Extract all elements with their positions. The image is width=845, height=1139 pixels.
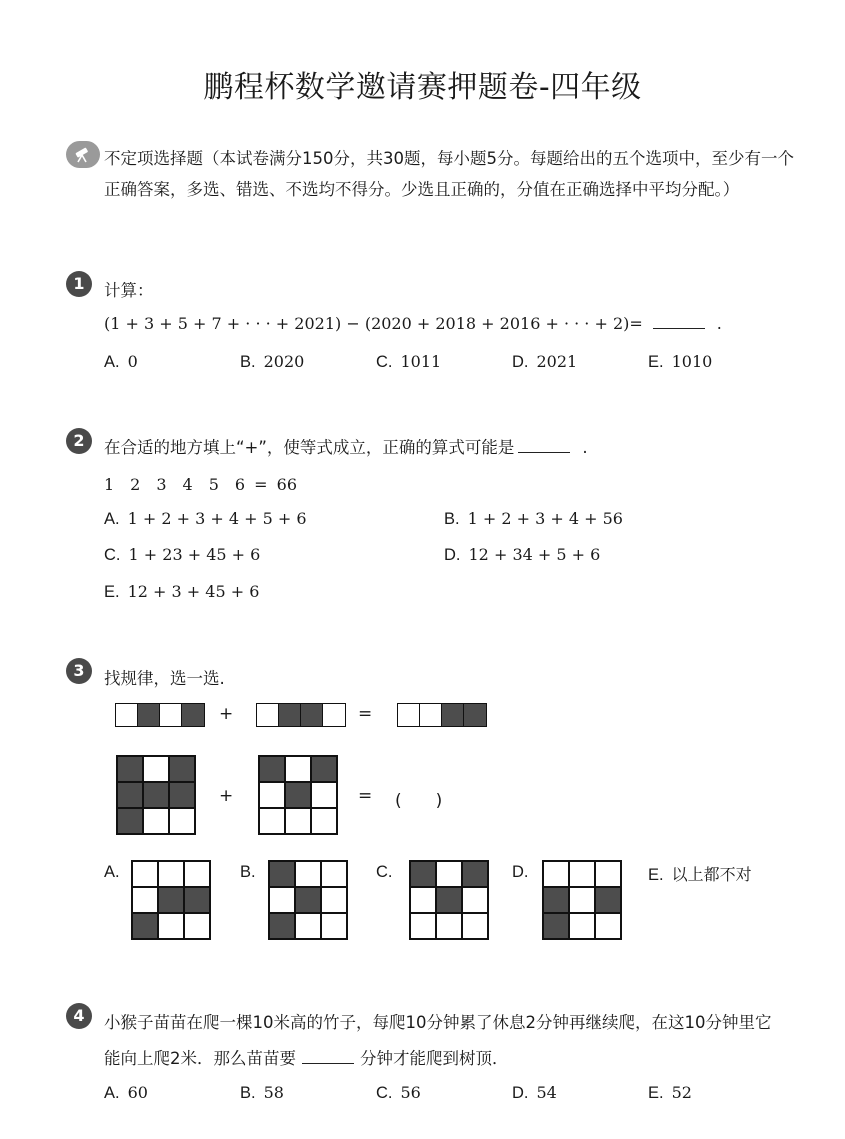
option-label: C. (376, 353, 393, 371)
option-label: E. (648, 353, 664, 371)
shaded-cell (269, 913, 295, 939)
q3-option-c[interactable] (376, 862, 401, 882)
option-value: 54 (536, 1083, 557, 1102)
empty-cell (184, 913, 210, 939)
q4-prompt-line1: 小猴子苗苗在爬一棵10米高的竹子，每爬10分钟累了休息2分钟再继续爬，在这10分钟里它 (104, 1013, 772, 1032)
q3-option-e[interactable] (648, 862, 752, 885)
empty-cell (158, 913, 184, 939)
shaded-cell (464, 704, 486, 726)
option-value: 1011 (400, 352, 442, 371)
q1-option-c[interactable] (376, 352, 441, 372)
empty-cell (321, 913, 347, 939)
empty-cell (285, 808, 311, 834)
q3-option-a-grid[interactable] (131, 860, 211, 940)
shaded-cell (285, 782, 311, 808)
empty-cell (269, 887, 295, 913)
q4-option-e[interactable] (648, 1083, 692, 1103)
empty-cell (436, 913, 462, 939)
option-value: 58 (263, 1083, 284, 1102)
plus-sign: + (219, 786, 234, 806)
option-value: 56 (400, 1083, 421, 1102)
option-label: B. (240, 1084, 256, 1102)
shaded-cell (169, 782, 195, 808)
option-value: 1010 (671, 352, 713, 371)
option-label: D. (512, 863, 529, 881)
option-label: C. (376, 1084, 393, 1102)
empty-cell (398, 704, 420, 726)
option-label: E. (648, 866, 664, 884)
q1-option-a[interactable] (104, 352, 138, 372)
empty-cell (323, 704, 345, 726)
option-value: 2020 (263, 352, 305, 371)
empty-cell (321, 861, 347, 887)
empty-cell (595, 913, 621, 939)
empty-cell (420, 704, 442, 726)
option-value: 52 (671, 1083, 692, 1102)
shaded-cell (158, 887, 184, 913)
option-value: 0 (127, 352, 138, 371)
option-label: D. (444, 546, 461, 564)
option-label: B. (240, 353, 256, 371)
q1-answer-blank[interactable] (653, 314, 705, 329)
empty-cell (259, 782, 285, 808)
q1-option-b[interactable] (240, 352, 304, 372)
q2-option-b[interactable] (444, 509, 623, 529)
empty-cell (410, 913, 436, 939)
answer-parentheses: ( ) (395, 791, 443, 811)
option-label: B. (240, 863, 256, 881)
q2-equation: 1 2 3 4 5 6 = 66 (104, 475, 298, 494)
empty-cell (158, 861, 184, 887)
question-number-3: 3 (66, 658, 92, 684)
q4-prompt-part2: 分钟才能爬到树顶． (360, 1049, 509, 1068)
option-label: A. (104, 353, 120, 371)
option-label: E. (648, 1084, 664, 1102)
empty-cell (143, 756, 169, 782)
empty-cell (321, 887, 347, 913)
empty-cell (436, 861, 462, 887)
empty-cell (169, 808, 195, 834)
option-value: 60 (127, 1083, 148, 1102)
empty-cell (569, 913, 595, 939)
q2-option-a[interactable] (104, 509, 307, 529)
shaded-cell (117, 756, 143, 782)
option-label: E. (104, 583, 120, 601)
q2-option-d[interactable] (444, 545, 600, 565)
shaded-cell (117, 782, 143, 808)
option-label: C. (104, 546, 121, 564)
page-title: 鹏程杯数学邀请赛押题卷-四年级 (203, 70, 642, 105)
question-number-2: 2 (66, 428, 92, 454)
q4-option-a[interactable] (104, 1083, 148, 1103)
shaded-cell (182, 704, 204, 726)
shaded-cell (301, 704, 323, 726)
empty-cell (132, 887, 158, 913)
q1-option-e[interactable] (648, 352, 712, 372)
option-value: 1 + 2 + 3 + 4 + 56 (467, 509, 623, 528)
empty-cell (143, 808, 169, 834)
q3-prompt: 找规律，选一选. (104, 669, 225, 688)
q4-option-b[interactable] (240, 1083, 284, 1103)
option-label: A. (104, 1084, 120, 1102)
option-label: D. (512, 1084, 529, 1102)
q3-option-d[interactable] (512, 862, 537, 882)
empty-cell (462, 887, 488, 913)
q3-grid-2 (258, 755, 338, 835)
q3-option-d-grid[interactable] (542, 860, 622, 940)
q4-answer-blank[interactable] (302, 1049, 354, 1064)
empty-cell (311, 782, 337, 808)
option-value: 12 + 3 + 45 + 6 (127, 582, 260, 601)
option-label: A. (104, 510, 120, 528)
shaded-cell (259, 756, 285, 782)
empty-cell (569, 861, 595, 887)
shaded-cell (410, 861, 436, 887)
option-value: 2021 (536, 352, 578, 371)
instructions-text: 不定项选择题（本试卷满分150分，共30题，每小题5分。每题给出的五个选项中，至少有一个正确答案，多选、错选、不选均不得分。少选且正确的，分值在正确选择中平均分配。） (104, 149, 794, 199)
option-value: 1 + 23 + 45 + 6 (128, 545, 261, 564)
shaded-cell (295, 887, 321, 913)
shaded-cell (169, 756, 195, 782)
option-text: 以上都不对 (671, 865, 752, 884)
empty-cell (160, 704, 182, 726)
q4-option-c[interactable] (376, 1083, 421, 1103)
empty-cell (132, 861, 158, 887)
empty-cell (543, 861, 569, 887)
empty-cell (462, 913, 488, 939)
q3-option-a[interactable] (104, 862, 128, 882)
empty-cell (295, 913, 321, 939)
question-number-1: 1 (66, 271, 92, 297)
shaded-cell (279, 704, 301, 726)
shaded-cell (143, 782, 169, 808)
shaded-cell (543, 913, 569, 939)
shaded-cell (543, 887, 569, 913)
shaded-cell (436, 887, 462, 913)
plus-sign: + (219, 704, 234, 724)
shaded-cell (269, 861, 295, 887)
q1-expression (104, 314, 722, 333)
option-value: 12 + 34 + 5 + 6 (468, 545, 601, 564)
option-label: B. (444, 510, 460, 528)
equals-sign: = (358, 704, 373, 724)
shaded-cell (442, 704, 464, 726)
shaded-cell (132, 913, 158, 939)
option-value: 1 + 2 + 3 + 4 + 5 + 6 (127, 509, 307, 528)
empty-cell (257, 704, 279, 726)
empty-cell (569, 887, 595, 913)
option-label: C. (376, 863, 393, 881)
q3-grid-1 (116, 755, 196, 835)
q1-tail: . (716, 314, 722, 333)
empty-cell (595, 861, 621, 887)
q3-option-b-grid[interactable] (268, 860, 348, 940)
q1-option-d[interactable] (512, 352, 577, 372)
q3-strip-1 (115, 703, 205, 727)
shaded-cell (595, 887, 621, 913)
empty-cell (295, 861, 321, 887)
q3-strip-2 (256, 703, 346, 727)
empty-cell (285, 756, 311, 782)
q1-prompt: 计算： (104, 281, 154, 300)
q2-option-c[interactable] (104, 545, 260, 565)
shaded-cell (462, 861, 488, 887)
q1-expr-text: (1 + 3 + 5 + 7 + · · · + 2021) − (2020 + 2018 + 2016 + · · · + 2)= (104, 314, 643, 333)
shaded-cell (117, 808, 143, 834)
q2-prompt: 在合适的地方填上“+”，使等式成立，正确的算式可能是 (104, 438, 515, 457)
empty-cell (311, 808, 337, 834)
option-label: D. (512, 353, 529, 371)
q2-prompt-line (104, 434, 588, 458)
empty-cell (410, 887, 436, 913)
option-label: A. (104, 863, 120, 881)
shaded-cell (138, 704, 160, 726)
equals-sign: = (358, 786, 373, 806)
question-number-4: 4 (66, 1003, 92, 1029)
q2-answer-blank[interactable] (518, 438, 570, 453)
q3-option-b[interactable] (240, 862, 264, 882)
q4-option-d[interactable] (512, 1083, 557, 1103)
telescope-icon (66, 141, 100, 168)
q4-prompt-part1: 能向上爬2米．那么苗苗要 (104, 1049, 296, 1068)
q3-option-c-grid[interactable] (409, 860, 489, 940)
q2-tail: . (582, 438, 588, 457)
shaded-cell (184, 887, 210, 913)
empty-cell (259, 808, 285, 834)
empty-cell (116, 704, 138, 726)
q2-option-e[interactable] (104, 582, 259, 602)
empty-cell (184, 861, 210, 887)
shaded-cell (311, 756, 337, 782)
q4-prompt-line2 (104, 1045, 509, 1069)
q3-strip-3 (397, 703, 487, 727)
